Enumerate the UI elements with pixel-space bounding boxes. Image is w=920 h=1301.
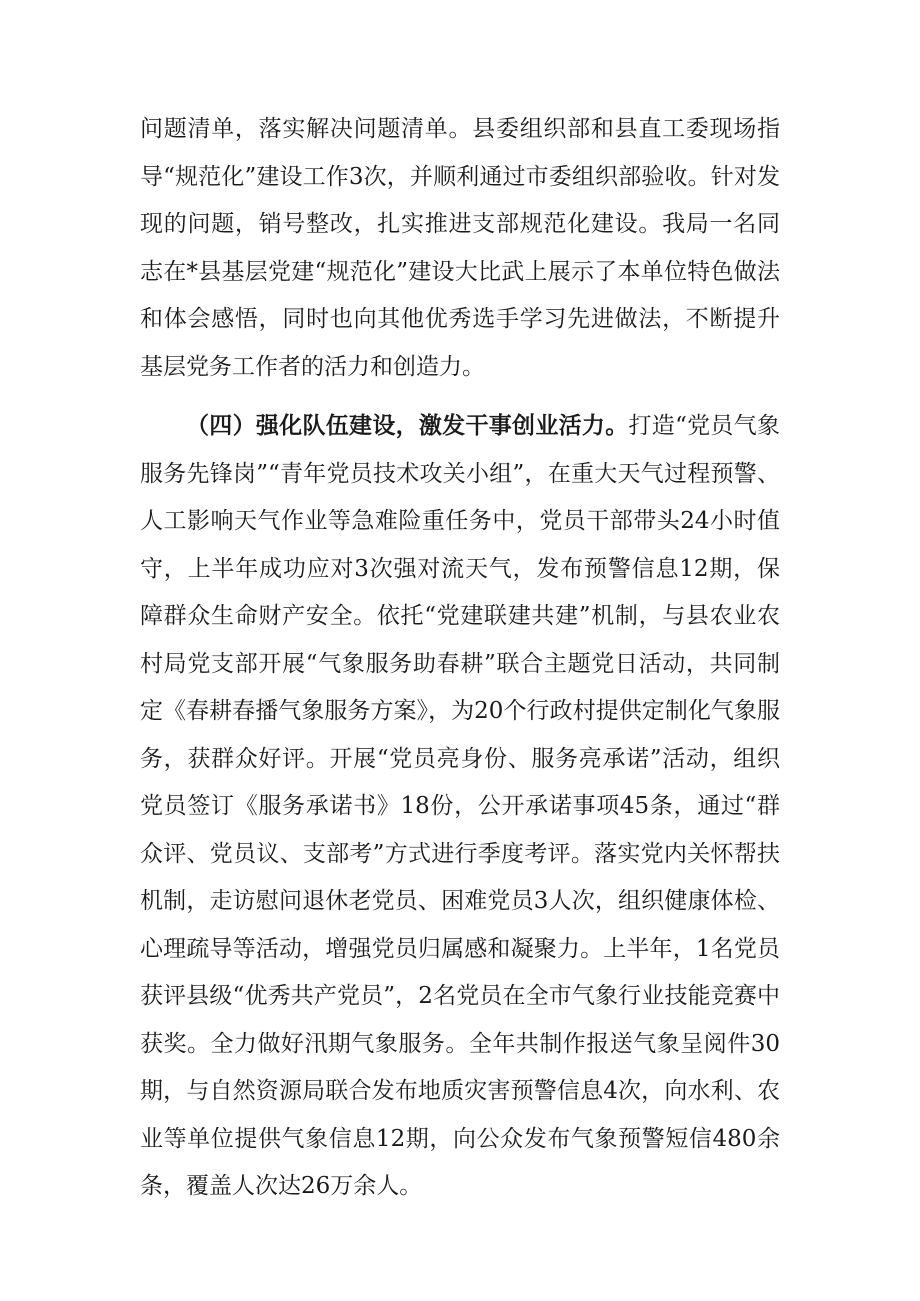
section-heading-4: （四）强化队伍建设，激发干事创业活力。 xyxy=(186,413,629,439)
body-paragraph-2 xyxy=(140,403,780,1211)
section-4-body-text: 打造“党员气象服务先锋岗”“青年党员技术攻关小组”，在重大天气过程预警、人工影响天气作业等急难险重任务中，党员干部带头24小时值守，上半年成功应对3次强对流天气，发布预警信息12期，保障群众生命财产安全。依托“党建联建共建”机制，与县农业农村局党支部开展“气象服务助春耕”联合主题党日活动，共同制定《春耕春播气象服务方案》，为20个行政村提供定制化气象服务，获群众好评。开展“党员亮身份、服务亮承诺”活动，组织党员签订《服务承诺书》18份，公开承诺事项45条，通过“群众评、党员议、支部考”方式进行季度考评。落实党内关怀帮扶机制，走访慰问退休老党员、困难党员3人次，组织健康体检、心理疏导等活动，增强党员归属感和凝聚力。上半年，1名党员获评县级“优秀共产党员”，2名党员在全市气象行业技能竞赛中获奖。全力做好汛期气象服务。全年共制作报送气象呈阅件30期，与自然资源局联合发布地质灾害预警信息4次，向水利、农业等单位提供气象信息12期，向公众发布气象预警短信480余条，覆盖人次达26万余人。 xyxy=(140,413,780,1199)
body-paragraph-1: 问题清单，落实解决问题清单。县委组织部和县直工委现场指导“规范化”建设工作3次，并顺利通过市委组织部验收。针对发现的问题，销号整改，扎实推进支部规范化建设。我局一名同志在*县基层党建“规范化”建设大比武上展示了本单位特色做法和体会感悟，同时也向其他优秀选手学习先进做法，不断提升基层党务工作者的活力和创造力。 xyxy=(140,116,780,380)
